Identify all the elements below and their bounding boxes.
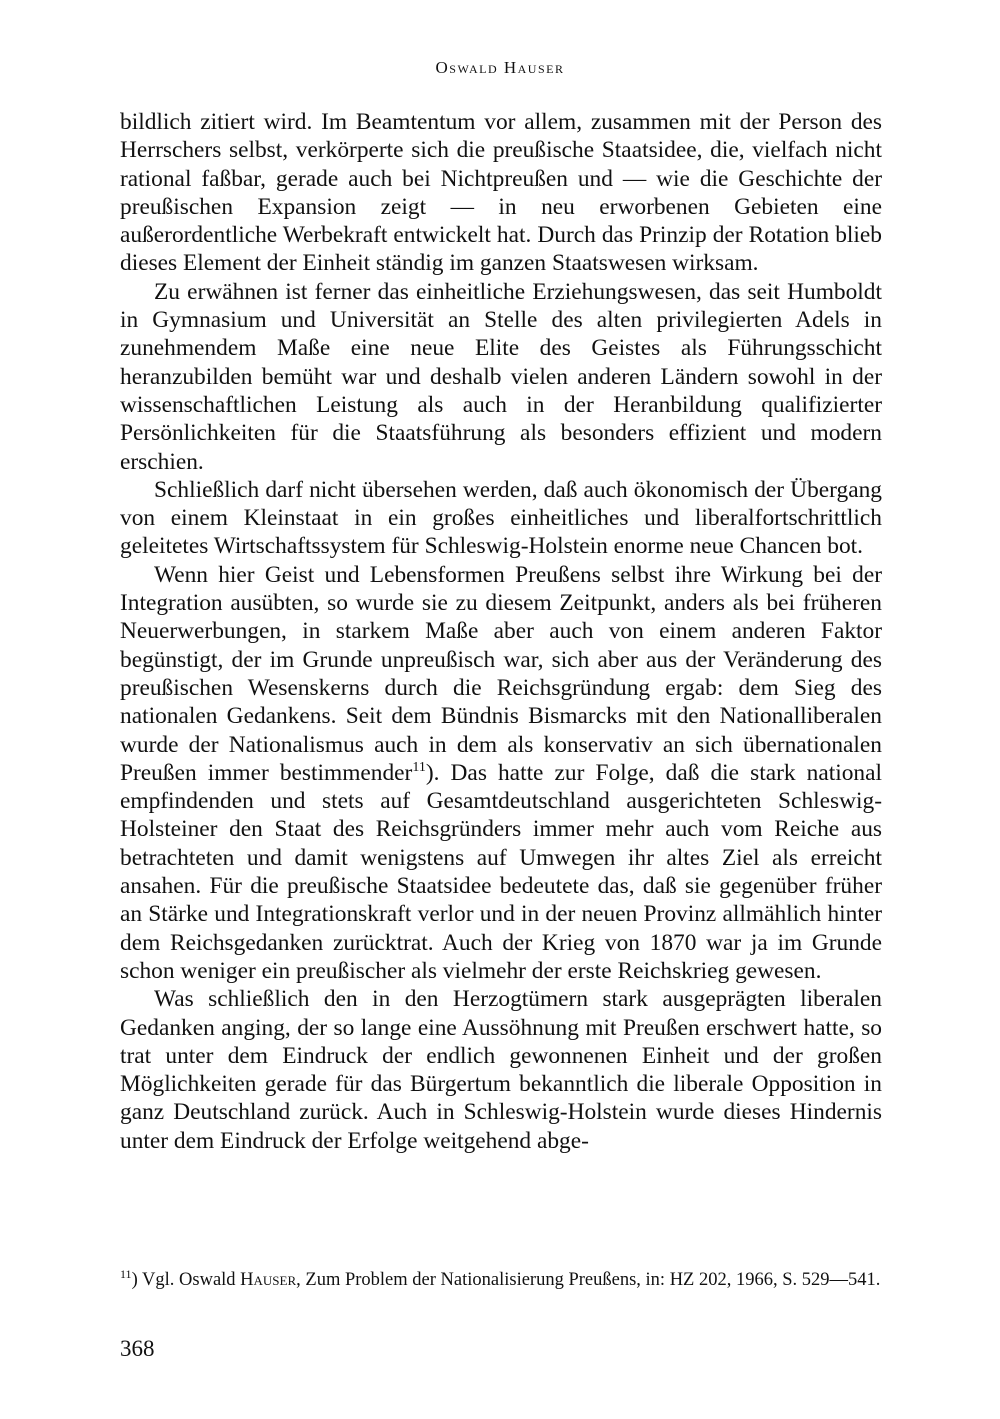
paragraph-4-text-after-note: ). Das hatte zur Folge, daß die stark national empfindenden und stets auf Gesamtdeutschland ausgerichteten Schleswig-Holsteiner den Staat des Reichsgründers immer mehr auch vom Reiche aus betrachteten und damit wenigstens auf Umwegen ihr altes Ziel als erreicht ansahen. Für die preußische Staatsidee bedeutete das, daß sie gegenüber früher an Stärke und Integrationskraft verlor und in der neuen Provinz allmählich hinter dem Reichsgedanken zurücktrat. Auch der Krieg von 1870 war ja im Grunde schon weniger ein preußischer als vielmehr der erste Reichskrieg gewesen. [120, 759, 882, 984]
footnote-citation: , Zum Problem der Nationalisierung Preußens, in: HZ 202, 1966, S. 529—541. [296, 1270, 881, 1290]
main-text [120, 108, 882, 1155]
paragraph-5: Was schließlich den in den Herzogtümern stark ausgeprägten liberalen Gedanken anging, der so lange eine Aussöhnung mit Preußen erschwert hatte, so trat unter dem Eindruck der endlich gewonnenen Einheit und der großen Möglichkeiten gerade für das Bürgertum bekanntlich die liberale Opposition in ganz Deutschland zurück. Auch in Schleswig-Holstein wurde dieses Hindernis unter dem Eindruck der Erfolge weitgehend abge- [120, 986, 882, 1154]
paragraph-3: Schließlich darf nicht übersehen werden, daß auch ökonomisch der Übergang von einem Kleinstaat in ein großes einheitliches und liberalfortschrittlich geleitetes Wirtschaftssystem für Schleswig-Holstein enorme neue Chancen bot. [120, 476, 882, 560]
footnote-closing-paren: ) [131, 1270, 138, 1290]
paragraph-4-text-before-note: Wenn hier Geist und Lebensformen Preußens selbst ihre Wirkung bei der Integration ausübten, so wurde sie zu diesem Zeitpunkt, anders als bei früheren Neuerwerbungen, in starkem Maße aber auch von einem anderen Faktor begünstigt, der im Grunde unpreußisch war, sich aber aus der Veränderung des preußischen Wesenskerns durch die Reichsgründung ergab: dem Sieg des nationalen Gedankens. Seit dem Bündnis Bismarcks mit den Nationalliberalen wurde der Nationalismus auch in dem als konservativ an sich übernationalen Preußen immer bestimmender [120, 561, 882, 786]
footnote-number: 11 [120, 1266, 132, 1281]
footnote-prefix: Vgl. Oswald [137, 1270, 241, 1290]
paragraph-4 [120, 561, 882, 985]
paragraph-1: bildlich zitiert wird. Im Beamtentum vor allem, zusammen mit der Person des Herrschers selbst, verkörperte sich die preußische Staatsidee, die, vielfach nicht rational faßbar, gerade auch bei Nichtpreußen und — wie die Geschichte der preußischen Expansion zeigt — in neu erworbenen Gebieten eine außerordentliche Werbekraft entwickelt hat. Durch das Prinzip der Rotation blieb dieses Element der Einheit ständig im ganzen Staatswesen wirksam. [120, 109, 882, 277]
footnote-reference-11: 11 [412, 760, 426, 776]
paragraph-2: Zu erwähnen ist ferner das einheitliche Erziehungswesen, das seit Humboldt in Gymnasium und Universität an Stelle des alten privilegierten Adels in zunehmendem Maße eine neue Elite des Geistes als Führungsschicht heranzubilden bemüht war und deshalb vielen anderen Ländern sowohl in der wissenschaftlichen Leistung als auch in der Heranbildung qualifizierter Persönlichkeiten für die Staatsführung als besonders effizient und modern erschien. [120, 278, 882, 475]
footnote-11 [120, 1268, 882, 1292]
footnote-author: Hauser [240, 1270, 297, 1290]
running-head: Oswald Hauser [435, 58, 565, 77]
page-number: 368 [120, 1336, 155, 1361]
